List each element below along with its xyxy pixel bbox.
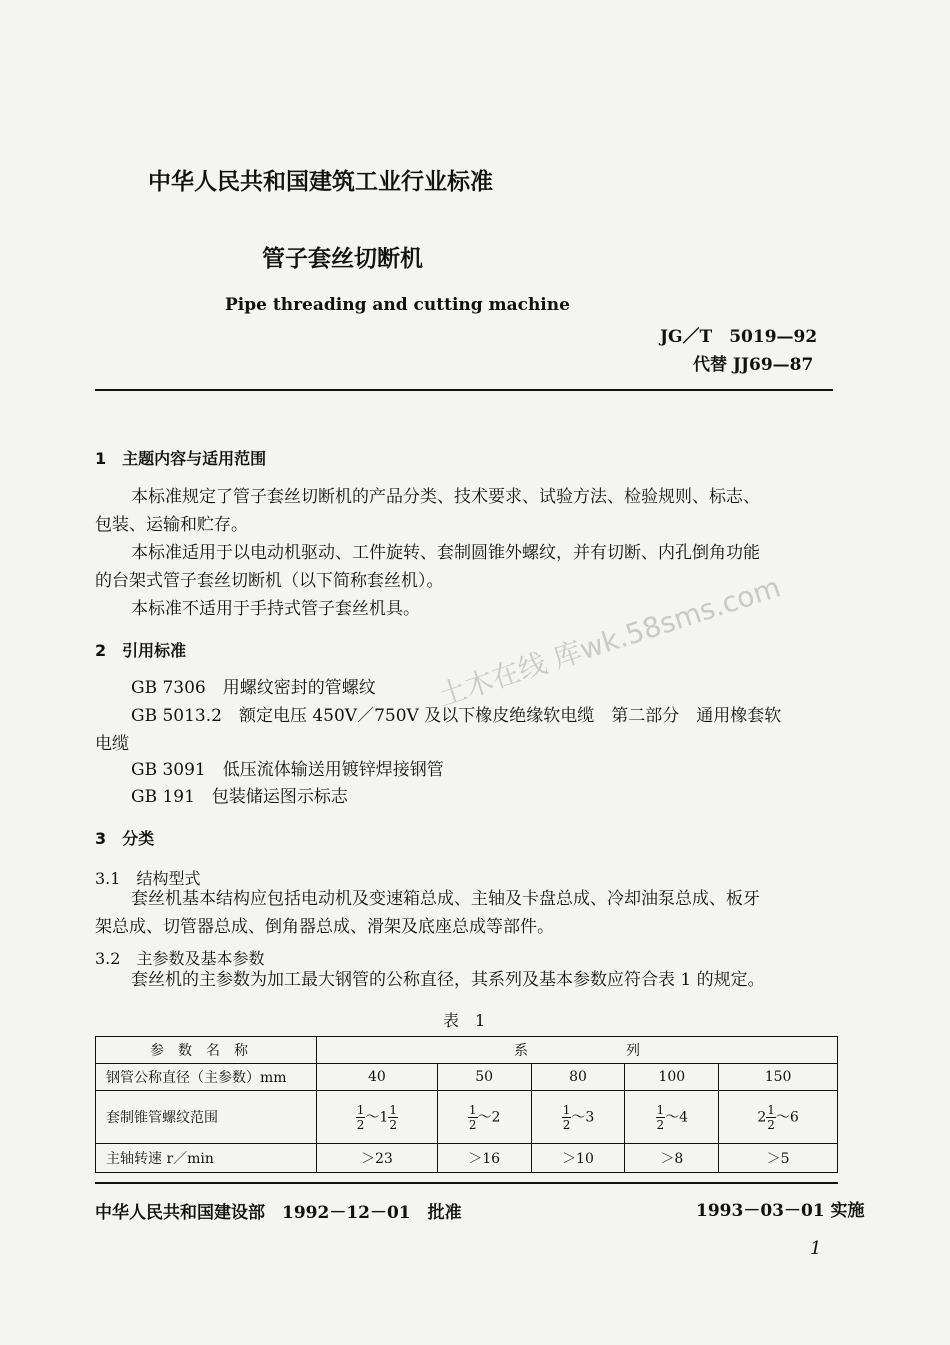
replaces-standard: 代替 JJ69—87 <box>693 355 814 375</box>
row-label-diameter: 钢管公称直径（主参数）mm <box>96 1064 317 1091</box>
cell-speed: ＞23 <box>317 1144 438 1173</box>
header-rule <box>95 389 833 391</box>
footer-rule <box>95 1182 838 1184</box>
section-1-para-2-line-1: 本标准适用于以电动机驱动、工件旋转、套制圆锥外螺纹，并有切断、内孔倒角功能 <box>131 543 760 563</box>
cell-speed: ＞16 <box>437 1144 531 1173</box>
cell-speed: ＞8 <box>625 1144 719 1173</box>
table-caption: 表 1 <box>443 1011 486 1030</box>
reference-item: GB 5013.2 额定电压 450V／750V 及以下橡皮绝缘软电缆 第二部分 通用橡套软 <box>131 706 782 726</box>
cell-diameter: 50 <box>437 1064 531 1091</box>
row-label-speed: 主轴转速 r／min <box>96 1144 317 1173</box>
section-1-para-1-line-2: 包装、运输和贮存。 <box>95 515 248 535</box>
table-row-speed <box>96 1144 838 1173</box>
reference-item: GB 3091 低压流体输送用镀锌焊接钢管 <box>131 760 444 780</box>
header-param-name: 参数名称 <box>96 1037 317 1064</box>
cell-thread-range: $\frac{1}{2}$ ～2 <box>437 1091 531 1144</box>
reference-item-continued: 电缆 <box>95 734 129 754</box>
header-series: 系 列 <box>317 1037 838 1064</box>
standard-number: JG／T 5019—92 <box>660 327 818 347</box>
org-title: 中华人民共和国建筑工业行业标准 <box>148 169 493 195</box>
watermark: 土木在线 库wk.58sms.com <box>434 570 785 713</box>
section-3-heading: 3 分类 <box>95 829 155 848</box>
table-row-diameter <box>96 1064 838 1091</box>
doc-title-en: Pipe threading and cutting machine <box>225 295 570 315</box>
row-label-thread: 套制锥管螺纹范围 <box>96 1091 317 1144</box>
reference-item: GB 7306 用螺纹密封的管螺纹 <box>131 678 376 698</box>
cell-diameter: 150 <box>719 1064 838 1091</box>
cell-diameter: 80 <box>531 1064 625 1091</box>
effective-date: 1993－03－01 实施 <box>696 1201 865 1221</box>
doc-title-cn: 管子套丝切断机 <box>262 246 423 272</box>
cell-thread-range: $\frac{1}{2}$ ～1 $\frac{1}{2}$ <box>317 1091 438 1144</box>
cell-diameter: 100 <box>625 1064 719 1091</box>
section-1-heading: 1 主题内容与适用范围 <box>95 449 267 468</box>
cell-speed: ＞10 <box>531 1144 625 1173</box>
table-row-thread <box>96 1091 838 1144</box>
cell-thread-range: $\frac{1}{2}$ ～3 <box>531 1091 625 1144</box>
page-number: 1 <box>810 1238 822 1259</box>
section-3-1-heading: 3.1 结构型式 <box>95 869 201 888</box>
section-3-1-line-1: 套丝机基本结构应包括电动机及变速箱总成、主轴及卡盘总成、冷却油泵总成、板牙 <box>131 889 760 909</box>
reference-item: GB 191 包装储运图示标志 <box>131 787 348 807</box>
section-1-para-3: 本标准不适用于手持式管子套丝机具。 <box>131 599 420 619</box>
section-1-para-1-line-1: 本标准规定了管子套丝切断机的产品分类、技术要求、试验方法、检验规则、标志、 <box>131 487 760 507</box>
cell-diameter: 40 <box>317 1064 438 1091</box>
section-2-heading: 2 引用标准 <box>95 641 187 660</box>
cell-thread-range: $\frac{1}{2}$ ～4 <box>625 1091 719 1144</box>
section-1-para-2-line-2: 的台架式管子套丝切断机（以下简称套丝机）。 <box>95 571 444 591</box>
cell-thread-range: 2 $\frac{1}{2}$ ～6 <box>719 1091 838 1144</box>
parameter-table <box>95 1036 838 1173</box>
issuer-approval: 中华人民共和国建设部 1992－12－01 批准 <box>95 1203 462 1223</box>
section-3-2-line-1: 套丝机的主参数为加工最大钢管的公称直径，其系列及基本参数应符合表 1 的规定。 <box>131 970 765 990</box>
section-3-2-heading: 3.2 主参数及基本参数 <box>95 949 265 968</box>
section-3-1-line-2: 架总成、切管器总成、倒角器总成、滑架及底座总成等部件。 <box>95 917 554 937</box>
table-header-row <box>96 1037 838 1064</box>
cell-speed: ＞5 <box>719 1144 838 1173</box>
